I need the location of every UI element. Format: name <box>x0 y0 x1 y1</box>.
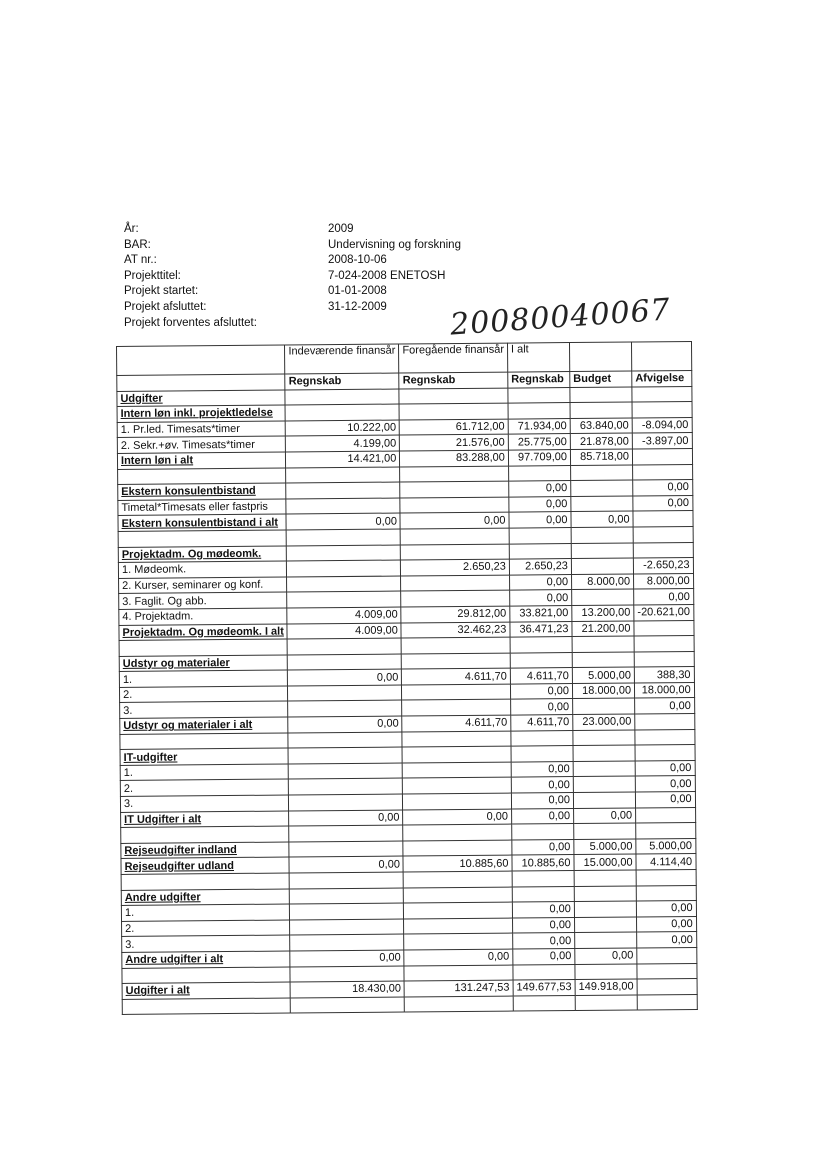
amount-cell: 0,00 <box>290 950 404 967</box>
amount-cell: 33.821,00 <box>510 605 572 621</box>
amount-cell: 4.611,70 <box>402 715 511 732</box>
section-label: Rejseudgifter indland <box>124 844 237 858</box>
row-label <box>118 483 287 500</box>
amount-cell <box>633 542 693 558</box>
row-label: 1. Pr.led. Timesats*timer <box>117 421 286 438</box>
row-label: 2. <box>122 920 291 937</box>
column-header: I alt <box>507 343 569 373</box>
amount-cell <box>632 402 692 418</box>
amount-cell: 0,00 <box>635 791 695 807</box>
amount-cell: 0,00 <box>400 512 509 529</box>
amount-cell <box>575 995 637 1011</box>
column-header: Foregående finansår <box>399 343 508 373</box>
amount-cell <box>637 979 697 995</box>
amount-cell <box>289 794 403 811</box>
amount-cell <box>573 761 635 777</box>
section-label: Andre udgifter i alt <box>125 953 224 967</box>
amount-cell <box>403 871 512 888</box>
amount-cell <box>401 637 510 654</box>
row-label <box>118 514 287 531</box>
row-label <box>117 405 286 422</box>
column-header <box>117 374 286 391</box>
amount-cell <box>404 887 513 904</box>
amount-cell <box>513 995 575 1011</box>
amount-cell <box>289 872 403 889</box>
amount-cell: 21.576,00 <box>400 434 509 451</box>
amount-cell <box>508 465 570 481</box>
row-label: 3. <box>120 701 289 718</box>
column-header: Indeværende finansår <box>285 344 399 374</box>
row-label: 1. <box>121 904 290 921</box>
amount-cell <box>571 480 633 496</box>
amount-cell: 0,00 <box>511 777 573 793</box>
amount-cell <box>290 919 404 936</box>
amount-cell <box>635 714 695 730</box>
amount-cell <box>572 636 634 652</box>
amount-cell: 131.247,53 <box>404 980 513 997</box>
row-label <box>118 530 287 547</box>
amount-cell <box>290 903 404 920</box>
row-label: 3. Faglit. Og abb. <box>119 592 288 609</box>
meta-row <box>124 316 461 332</box>
amount-cell: 23.000,00 <box>573 714 635 730</box>
project-metadata <box>124 222 461 331</box>
amount-cell <box>572 589 634 605</box>
amount-cell: 0,00 <box>575 948 637 964</box>
expense-table <box>116 341 697 1015</box>
amount-cell <box>404 933 513 950</box>
amount-cell: 0,00 <box>512 902 574 918</box>
amount-cell: 0,00 <box>637 916 697 932</box>
amount-cell <box>635 729 695 745</box>
amount-cell <box>571 527 633 543</box>
row-label <box>121 842 290 859</box>
amount-cell <box>571 496 633 512</box>
row-label <box>118 546 287 563</box>
row-label <box>117 452 286 469</box>
row-label <box>117 390 286 407</box>
amount-cell <box>574 901 636 917</box>
amount-cell: 4.009,00 <box>287 623 401 640</box>
section-label: Andre udgifter <box>124 891 201 904</box>
amount-cell: 0,00 <box>289 810 403 827</box>
meta-label: AT nr.: <box>124 254 157 267</box>
amount-cell <box>400 481 509 498</box>
amount-cell <box>637 963 697 979</box>
amount-cell: 18.000,00 <box>572 683 634 699</box>
amount-cell <box>511 730 573 746</box>
amount-cell: 149.918,00 <box>575 979 637 995</box>
meta-label: BAR: <box>124 238 151 251</box>
row-label <box>122 998 291 1015</box>
amount-cell <box>573 698 635 714</box>
amount-cell <box>401 544 510 561</box>
amount-cell <box>290 888 404 905</box>
amount-cell <box>399 403 508 420</box>
amount-cell <box>633 511 693 527</box>
amount-cell: 4.611,70 <box>511 715 573 731</box>
amount-cell <box>291 997 405 1014</box>
amount-cell <box>574 886 636 902</box>
amount-cell <box>403 762 512 779</box>
amount-cell <box>570 387 632 403</box>
meta-value: 2008-10-06 <box>328 254 387 267</box>
amount-cell: 0,00 <box>511 808 573 824</box>
amount-cell: 0,00 <box>513 933 575 949</box>
section-label: Ekstern konsulentbistand i alt <box>121 516 279 530</box>
amount-cell <box>285 404 399 421</box>
row-label <box>119 655 288 672</box>
amount-cell: 0,00 <box>574 808 636 824</box>
amount-cell: 4.009,00 <box>287 607 401 624</box>
meta-value: 01-01-2008 <box>328 285 387 298</box>
row-label: Timetal*Timesats eller fastpris <box>118 499 287 516</box>
row-label: 3. <box>122 935 291 952</box>
section-label: Projektadm. Og mødeomk. <box>121 547 262 561</box>
meta-label: Projekt startet: <box>124 285 199 298</box>
amount-cell: 388,30 <box>634 667 694 683</box>
amount-cell <box>512 871 574 887</box>
amount-cell: 32.462,23 <box>401 622 510 639</box>
amount-cell <box>513 964 575 980</box>
row-label: 1. <box>119 670 288 687</box>
amount-cell <box>288 654 402 671</box>
amount-cell: 0,00 <box>510 683 572 699</box>
amount-cell: 15.000,00 <box>574 854 636 870</box>
amount-cell <box>635 745 695 761</box>
row-label <box>120 717 289 734</box>
amount-cell: -8.094,00 <box>632 417 692 433</box>
amount-cell <box>402 700 511 717</box>
amount-cell <box>290 934 404 951</box>
amount-cell <box>510 652 572 668</box>
amount-cell: 0,00 <box>404 949 513 966</box>
amount-cell <box>287 576 401 593</box>
amount-cell <box>509 543 571 559</box>
amount-cell <box>287 560 401 577</box>
amount-cell: 18.000,00 <box>634 682 694 698</box>
section-label: Udstyr og materialer <box>122 657 230 670</box>
amount-cell: 0,00 <box>511 761 573 777</box>
row-label: 2. <box>120 779 289 796</box>
amount-cell: 0,00 <box>635 698 695 714</box>
row-label: 1. <box>120 764 289 781</box>
amount-cell <box>289 841 403 858</box>
amount-cell <box>286 529 400 546</box>
amount-cell: 0,00 <box>635 760 695 776</box>
amount-cell <box>289 778 403 795</box>
amount-cell: 0,00 <box>634 589 694 605</box>
amount-cell <box>400 497 509 514</box>
amount-cell <box>573 792 635 808</box>
amount-cell: 0,00 <box>637 932 697 948</box>
amount-cell <box>405 996 514 1013</box>
amount-cell <box>288 700 402 717</box>
amount-cell: 0,00 <box>289 856 403 873</box>
section-label: IT Udgifter i alt <box>124 813 202 826</box>
amount-cell: 0,00 <box>513 948 575 964</box>
amount-cell <box>637 947 697 963</box>
amount-cell: 0,00 <box>571 511 633 527</box>
amount-cell <box>287 638 401 655</box>
amount-cell: 0,00 <box>288 669 402 686</box>
amount-cell <box>289 763 403 780</box>
amount-cell <box>402 731 511 748</box>
row-label <box>118 468 287 485</box>
amount-cell: -2.650,23 <box>633 558 693 574</box>
amount-cell <box>402 653 511 670</box>
amount-cell: 149.677,53 <box>513 980 575 996</box>
amount-cell: 8.000,00 <box>571 574 633 590</box>
section-label: Intern løn i alt <box>120 454 194 468</box>
amount-cell: 85.718,00 <box>570 449 632 465</box>
row-label: 4. Projektadm. <box>119 608 288 625</box>
meta-value: 2009 <box>328 223 354 235</box>
amount-cell: 10.222,00 <box>286 420 400 437</box>
amount-cell: 5.000,00 <box>574 839 636 855</box>
column-header <box>117 345 286 375</box>
column-header <box>569 342 631 372</box>
amount-cell <box>634 651 694 667</box>
amount-cell <box>399 388 508 405</box>
amount-cell: 0,00 <box>512 839 574 855</box>
amount-cell: 4.199,00 <box>286 435 400 452</box>
amount-cell <box>403 840 512 857</box>
amount-cell <box>287 591 401 608</box>
amount-cell: -20.621,00 <box>634 604 694 620</box>
amount-cell: 25.775,00 <box>508 434 570 450</box>
row-label <box>121 826 290 843</box>
amount-cell <box>510 637 572 653</box>
amount-cell <box>400 466 509 483</box>
amount-cell <box>634 620 694 636</box>
amount-cell: 36.471,23 <box>510 621 572 637</box>
amount-cell: 13.200,00 <box>572 605 634 621</box>
amount-cell: 0,00 <box>509 481 571 497</box>
row-label <box>120 748 289 765</box>
meta-row <box>124 300 461 316</box>
amount-cell: 0,00 <box>633 495 693 511</box>
amount-cell <box>575 932 637 948</box>
amount-cell <box>573 776 635 792</box>
amount-cell <box>287 545 401 562</box>
amount-cell <box>403 793 512 810</box>
row-label: 2. Kurser, seminarer og konf. <box>119 577 288 594</box>
amount-cell: 71.934,00 <box>508 418 570 434</box>
section-label: Udgifter i alt <box>125 984 190 998</box>
amount-cell <box>571 465 633 481</box>
amount-cell <box>288 685 402 702</box>
row-label <box>120 733 289 750</box>
amount-cell <box>633 464 693 480</box>
amount-cell: 21.878,00 <box>570 433 632 449</box>
section-label: Udstyr og materialer i alt <box>123 719 253 733</box>
amount-cell: 2.650,23 <box>401 559 510 576</box>
amount-cell <box>636 807 696 823</box>
column-header <box>632 341 692 371</box>
row-label <box>121 873 290 890</box>
amount-cell: 97.709,00 <box>508 450 570 466</box>
amount-cell <box>403 778 512 795</box>
amount-cell <box>634 636 694 652</box>
amount-cell: 0,00 <box>510 590 572 606</box>
amount-cell <box>401 575 510 592</box>
amount-cell <box>289 825 403 842</box>
amount-cell: 18.430,00 <box>290 981 404 998</box>
amount-cell <box>288 732 402 749</box>
amount-cell <box>636 885 696 901</box>
section-label: Ekstern konsulentbistand <box>121 485 256 499</box>
amount-cell: 4.114,40 <box>636 854 696 870</box>
amount-cell: 0,00 <box>511 793 573 809</box>
amount-cell <box>572 652 634 668</box>
amount-cell: 21.200,00 <box>572 620 634 636</box>
amount-cell: 0,00 <box>509 512 571 528</box>
meta-value: 31-12-2009 <box>328 300 387 313</box>
amount-cell: 63.840,00 <box>570 418 632 434</box>
meta-row <box>124 238 461 254</box>
amount-cell <box>632 386 692 402</box>
amount-cell <box>403 824 512 841</box>
amount-cell: 10.885,60 <box>512 855 574 871</box>
amount-cell: 5.000,00 <box>636 838 696 854</box>
amount-cell: 0,00 <box>512 917 574 933</box>
amount-cell: 0,00 <box>509 496 571 512</box>
amount-cell <box>286 467 400 484</box>
amount-cell: 2.650,23 <box>509 559 571 575</box>
amount-cell: -3.897,00 <box>632 433 692 449</box>
row-label <box>122 967 291 984</box>
section-label: Rejseudgifter udland <box>124 859 234 873</box>
meta-row <box>124 269 461 285</box>
row-label <box>121 811 290 828</box>
row-label: 1. Mødeomk. <box>118 561 287 578</box>
amount-cell <box>512 886 574 902</box>
meta-row <box>124 253 461 269</box>
amount-cell <box>570 402 632 418</box>
amount-cell <box>571 558 633 574</box>
amount-cell <box>573 730 635 746</box>
column-header: Regnskab <box>399 372 508 389</box>
row-label: 2. Sekr.+øv. Timesats*timer <box>117 436 286 453</box>
meta-value: 7-024-2008 ENETOSH <box>328 269 446 282</box>
meta-row <box>124 284 461 300</box>
row-label <box>122 951 291 968</box>
row-label <box>119 624 288 641</box>
row-label: 2. <box>119 686 288 703</box>
amount-cell <box>636 823 696 839</box>
column-header: Afvigelse <box>632 370 692 386</box>
section-label: Intern løn inkl. projektledelse <box>120 407 273 421</box>
column-header: Regnskab <box>508 372 570 388</box>
amount-cell: 0,00 <box>635 776 695 792</box>
amount-cell: 61.712,00 <box>400 419 509 436</box>
amount-cell: 83.288,00 <box>400 450 509 467</box>
meta-value: Undervisning og forskning <box>328 238 461 251</box>
amount-cell: 14.421,00 <box>286 451 400 468</box>
amount-cell <box>574 823 636 839</box>
amount-cell <box>574 870 636 886</box>
handwritten-reference-number: 20080040067 <box>449 292 672 343</box>
amount-cell <box>286 498 400 515</box>
amount-cell: 29.812,00 <box>401 606 510 623</box>
meta-row <box>124 222 461 238</box>
amount-cell <box>637 994 697 1010</box>
amount-cell: 5.000,00 <box>572 667 634 683</box>
amount-cell <box>632 448 692 464</box>
column-header: Budget <box>570 371 632 387</box>
meta-label: Projekt forventes afsluttet: <box>124 316 257 329</box>
amount-cell <box>575 964 637 980</box>
meta-label: Projekttitel: <box>124 269 181 282</box>
amount-cell: 0,00 <box>636 901 696 917</box>
row-label: 3. <box>120 795 289 812</box>
amount-cell: 0,00 <box>509 574 571 590</box>
amount-cell: 8.000,00 <box>634 573 694 589</box>
meta-label: År: <box>124 223 139 235</box>
amount-cell <box>511 746 573 762</box>
amount-cell <box>508 387 570 403</box>
amount-cell: 0,00 <box>288 716 402 733</box>
amount-cell <box>636 869 696 885</box>
amount-cell <box>404 965 513 982</box>
amount-cell: 0,00 <box>403 809 512 826</box>
amount-cell <box>286 482 400 499</box>
amount-cell <box>571 543 633 559</box>
column-header: Regnskab <box>285 373 399 390</box>
meta-label: Projekt afsluttet: <box>124 300 207 313</box>
amount-cell <box>574 917 636 933</box>
row-label <box>121 857 290 874</box>
amount-cell <box>573 745 635 761</box>
row-label <box>122 982 291 999</box>
amount-cell: 0,00 <box>633 480 693 496</box>
row-label <box>121 889 290 906</box>
amount-cell <box>402 746 511 763</box>
amount-cell: 4.611,70 <box>510 668 572 684</box>
amount-cell <box>404 902 513 919</box>
amount-cell <box>290 966 404 983</box>
amount-cell <box>633 526 693 542</box>
amount-cell: 0,00 <box>511 699 573 715</box>
amount-cell <box>402 684 511 701</box>
amount-cell <box>509 527 571 543</box>
amount-cell: 0,00 <box>286 513 400 530</box>
section-label: IT-udgifter <box>123 751 178 764</box>
amount-cell <box>400 528 509 545</box>
row-label <box>119 639 288 656</box>
amount-cell <box>404 918 513 935</box>
amount-cell: 4.611,70 <box>402 668 511 685</box>
amount-cell <box>508 403 570 419</box>
section-label: Udgifter <box>120 392 163 405</box>
section-label: Projektadm. Og mødeomk. I alt <box>122 625 284 639</box>
amount-cell <box>288 747 402 764</box>
amount-cell <box>401 590 510 607</box>
amount-cell <box>512 824 574 840</box>
amount-cell: 10.885,60 <box>403 855 512 872</box>
amount-cell <box>285 389 399 406</box>
